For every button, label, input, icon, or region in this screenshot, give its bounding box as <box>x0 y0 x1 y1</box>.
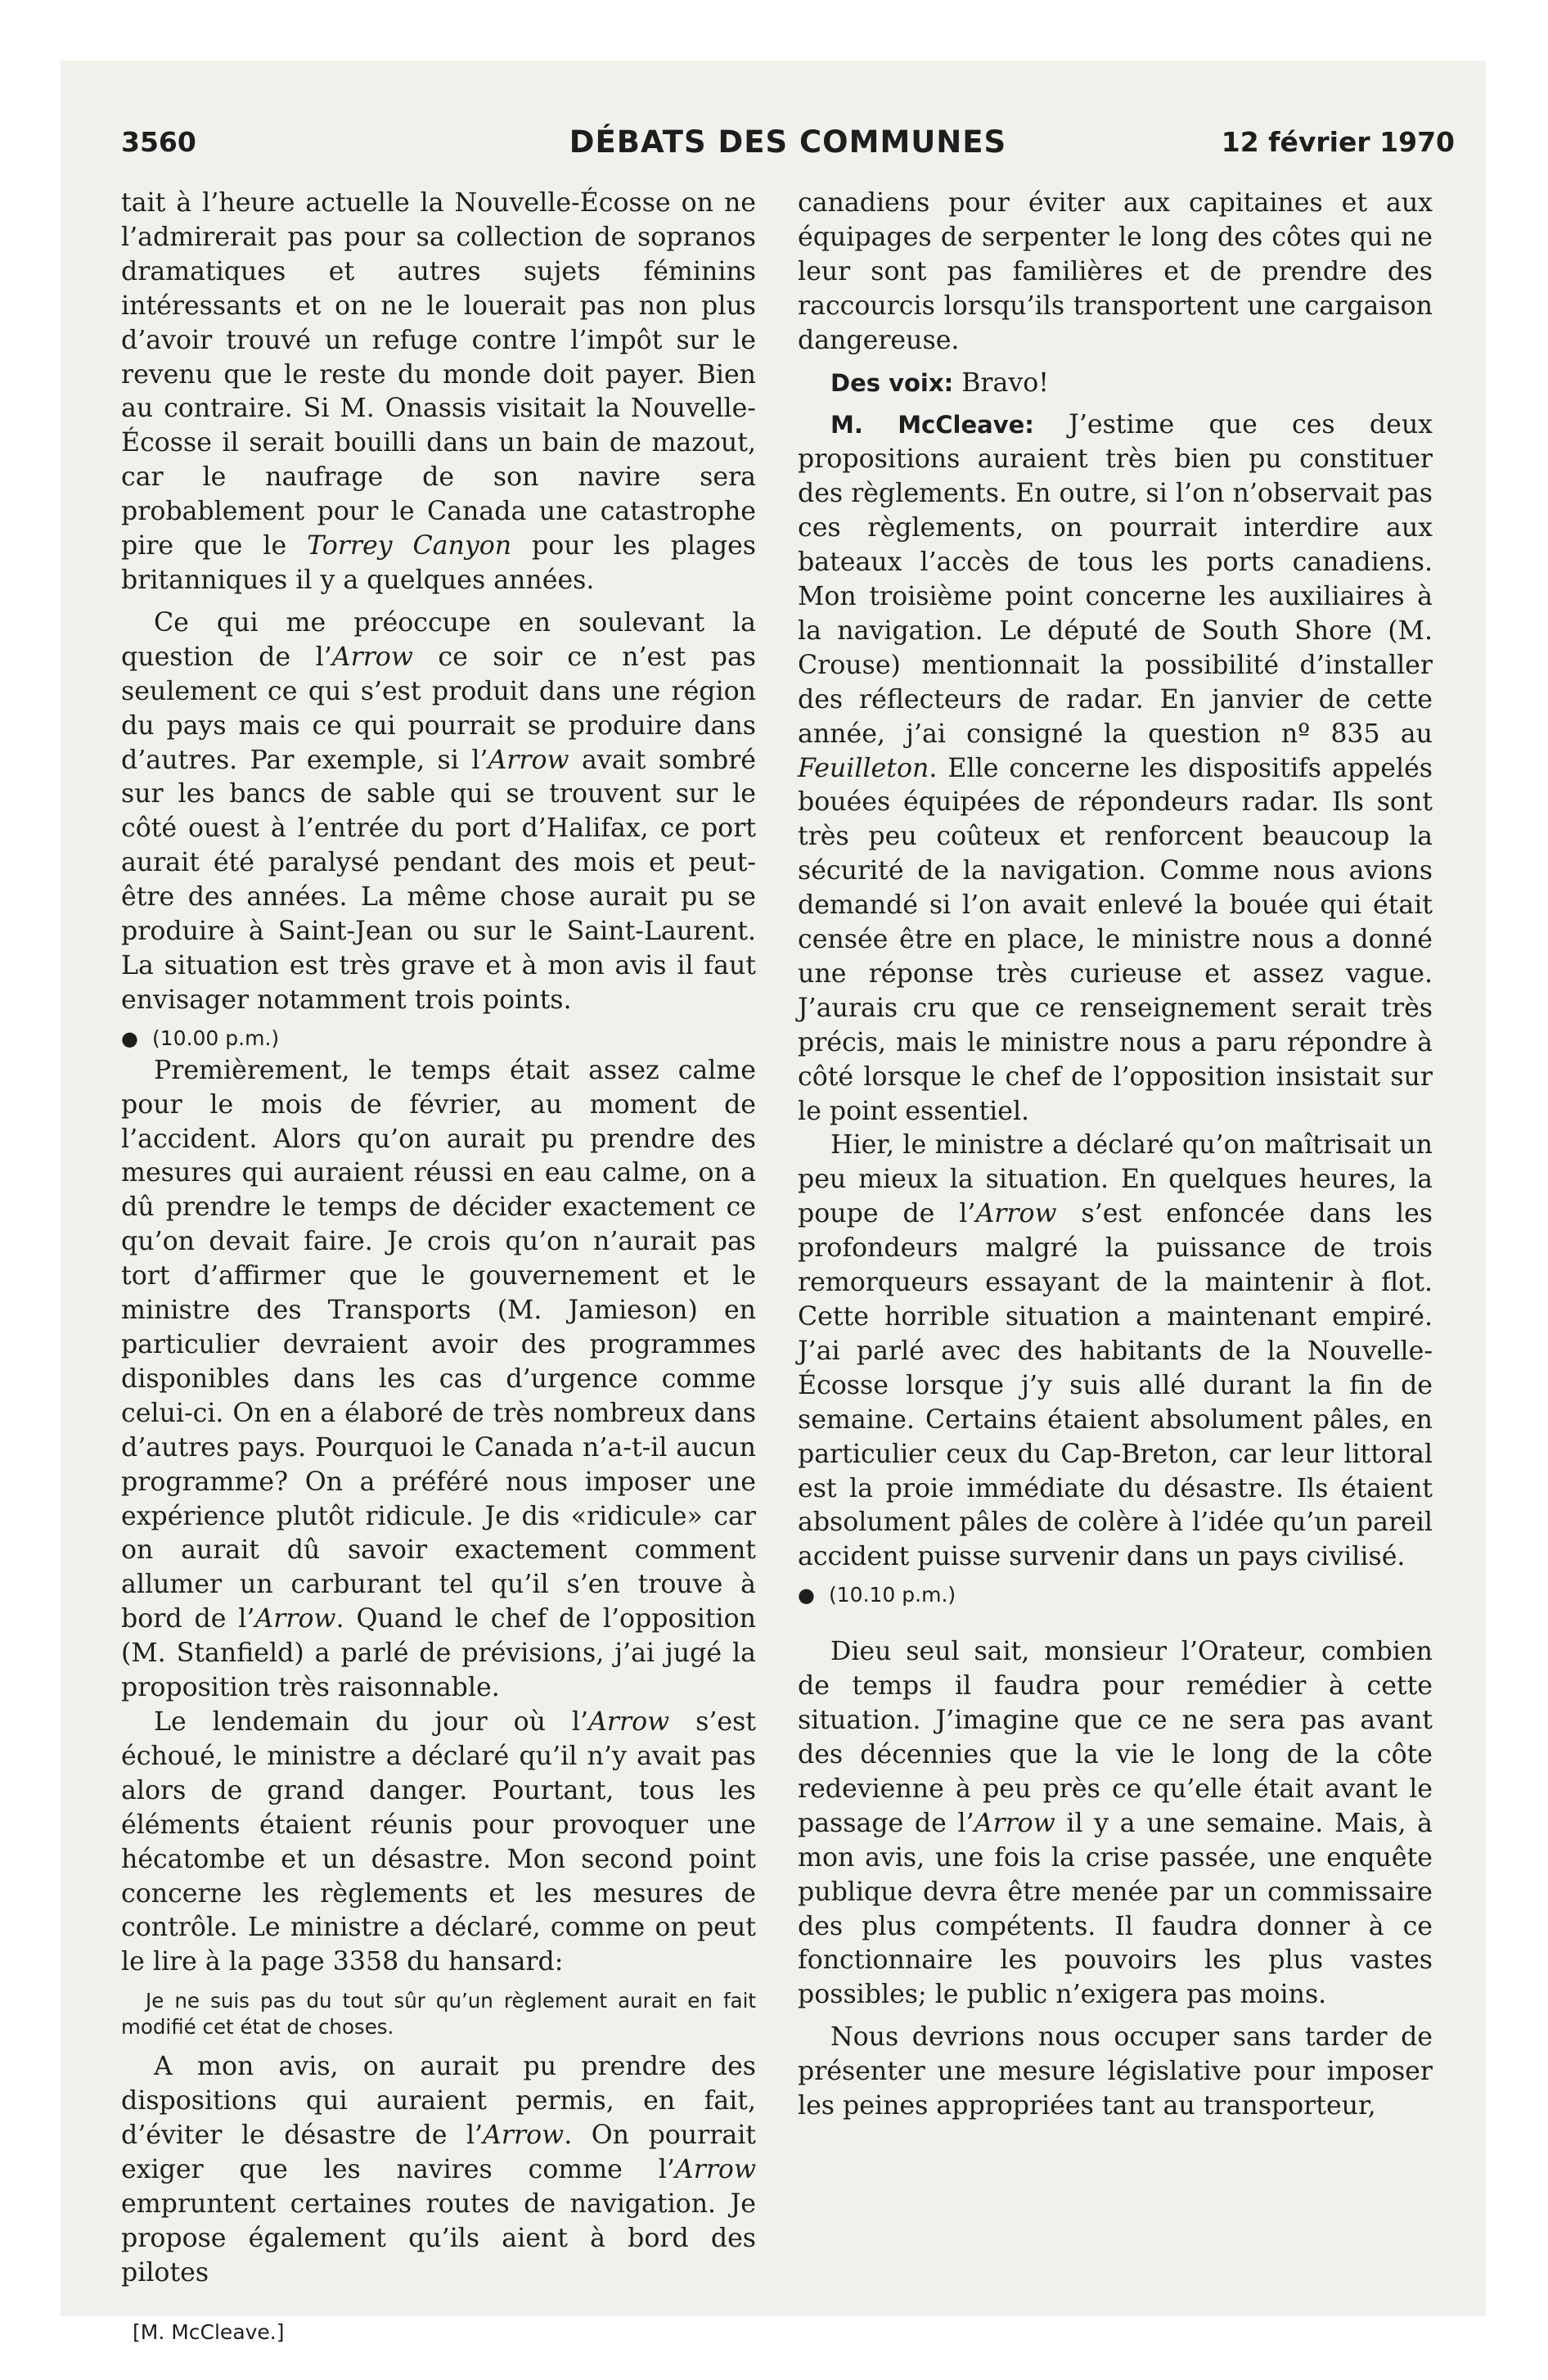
paragraph: Premièrement, le temps était assez calme pour le mois de février, au moment de l’accident. Alors qu’on aurait pu prendre des mesures qui auraient réussi en eau calme, on a dû prendre le temps de décider exactement ce qu’on devait faire. Je crois qu’on n’aurait pas tort d’affirmer que le gouvernement et le ministre des Transports (M. Jamieson) en particulier devraient avoir des programmes disponibles dans les cas d’urgence comme celui-ci. On en a élaboré de très nombreux dans d’autres pays. Pourquoi le Canada n’a-t-il aucun programme? On a préféré nous imposer une expérience plutôt ridicule. Je dis «ridicule» car on aurait dû savoir exactement comment allumer un carburant tel qu’il s’en trouve à bord de l’Arrow. Quand le chef de l’opposition (M. Stanfield) a parlé de prévisions, j’ai jugé la proposition très raisonnable. <box>121 1055 756 1703</box>
paragraph: tait à l’heure actuelle la Nouvelle-Écosse on ne l’admirerait pas pour sa collection de sopranos dramatiques et autres sujets féminins intéressants et on ne le louerait pas non plus d’avoir trouvé un refuge contre l’impôt sur le revenu que le reste du monde doit payer. Bien au contraire. Si M. Onassis visitait la Nouvelle-Écosse il serait bouilli dans un bain de mazout, car le naufrage de son navire sera probablement pour le Canada une catastrophe pire que le Torrey Canyon pour les plages britanniques il y a quelques années. <box>121 188 757 595</box>
header-date: 12 février 1970 <box>1221 126 1455 158</box>
page-header <box>121 124 1455 160</box>
paragraph: M. McCleave: J’estime que ces deux propositions auraient très bien pu constituer des règlements. En outre, si l’on n’observait pas ces règlements, on pourrait interdire aux bateaux l’accès de tous les ports canadiens. Mon troisième point concerne les auxiliaires à la navigation. Le député de South Shore (M. Crouse) mentionnait la possibilité d’installer des réflecteurs de radar. En janvier de cette année, j’ai consigné la question nº 835 au Feuilleton. Elle concerne les dispositifs appelés bouées équipées de répondeurs radar. Ils sont très peu coûteux et renforcent beaucoup la sécurité de la navigation. Comme nous avions demandé si l’on avait enlevé la bouée qui était censée être en place, le ministre nous a donné une réponse très curieuse et assez vague. J’aurais cru que ce renseignement serait très précis, mais le ministre nous a paru répondre à côté lorsque le chef de l’opposition insistait sur le point essentiel. <box>798 410 1433 1126</box>
paragraph: Nous devrions nous occuper sans tarder de présenter une mesure législative pour imposer les peines appropriées tant au transporteur, <box>798 2022 1433 2121</box>
paragraph: Le lendemain du jour où l’Arrow s’est échoué, le ministre a déclaré qu’il n’y avait pas alors de grand danger. Pourtant, tous les éléments étaient réunis pour provoquer une hécatombe et un désastre. Mon second point concerne les règlements et les mesures de contrôle. Le ministre a déclaré, comme on peut le lire à la page 3358 du hansard: <box>121 1706 756 1977</box>
left-column <box>121 187 756 2346</box>
paragraph: Ce qui me préoccupe en soulevant la question de l’Arrow ce soir ce n’est pas seulement ce qui s’est produit dans une région du pays mais ce qui pourrait se produire dans d’autres. Par exemple, si l’Arrow avait sombré sur les bancs de sable qui se trouvent sur le côté ouest à l’entrée du port d’Halifax, ce port aurait été paralysé pendant des mois et peut-être des années. La même chose aurait pu se produire à Saint-Jean ou sur le Saint-Laurent. La situation est très grave et à mon avis il faut envisager notamment trois points. <box>121 607 757 1015</box>
bullet-icon: ● <box>121 1026 138 1050</box>
running-title: DÉBATS DES COMMUNES <box>569 124 1007 160</box>
speaker-name: Des voix: <box>830 368 954 397</box>
speaker-attribution: [M. McCleave.] <box>133 2319 285 2344</box>
timestamp: ● (10.00 p.m.) <box>121 1023 756 1054</box>
right-column <box>798 187 1433 2124</box>
page-number: 3560 <box>121 126 196 158</box>
timestamp: ● (10.10 p.m.) <box>798 1580 1433 1611</box>
block-quote: Je ne suis pas du tout sûr qu’un règlement aurait en fait modifié cet état de choses. <box>121 1989 756 2040</box>
interjection: Des voix: Bravo! <box>830 367 1049 398</box>
bullet-icon: ● <box>798 1584 815 1607</box>
paragraph: Hier, le ministre a déclaré qu’on maîtrisait un peu mieux la situation. En quelques heures, la poupe de l’Arrow s’est enfoncée dans les profondeurs malgré la puissance de trois remorqueurs essayant de la maintenir à flot. Cette horrible situation a maintenant empiré. J’ai parlé avec des habitants de la Nouvelle-Écosse lorsque j’y suis allé durant la fin de semaine. Certains étaient absolument pâles, en particulier ceux du Cap-Breton, car leur littoral est la proie immédiate du désastre. Ils étaient absolument pâles de colère à l’idée qu’un pareil accident puisse survenir dans un pays civilisé. <box>798 1130 1433 1572</box>
speaker-name: M. McCleave: <box>830 411 1034 439</box>
paragraph: Dieu seul sait, monsieur l’Orateur, combien de temps il faudra pour remédier à cette situation. J’imagine que ce ne sera pas avant des décennies que la vie le long de la côte redevienne à peu près ce qu’elle était avant le passage de l’Arrow il y a une semaine. Mais, à mon avis, une fois la crise passée, une enquête publique devra être menée par un commissaire des plus compétents. Il faudra donner à ce fonctionnaire les pouvoirs les plus vastes possibles; le public n’exigera pas moins. <box>798 1637 1433 2010</box>
paragraph: A mon avis, on aurait pu prendre des dispositions qui auraient permis, en fait, d’éviter le désastre de l’Arrow. On pourrait exiger que les navires comme l’Arrow empruntent certaines routes de navigation. Je propose également qu’ils aient à bord des pilotes <box>121 2052 756 2288</box>
paragraph: canadiens pour éviter aux capitaines et aux équipages de serpenter le long des côtes qui ne leur sont pas familières et de prendre des raccourcis lorsqu’ils transportent une cargaison dangereuse. <box>798 188 1433 355</box>
